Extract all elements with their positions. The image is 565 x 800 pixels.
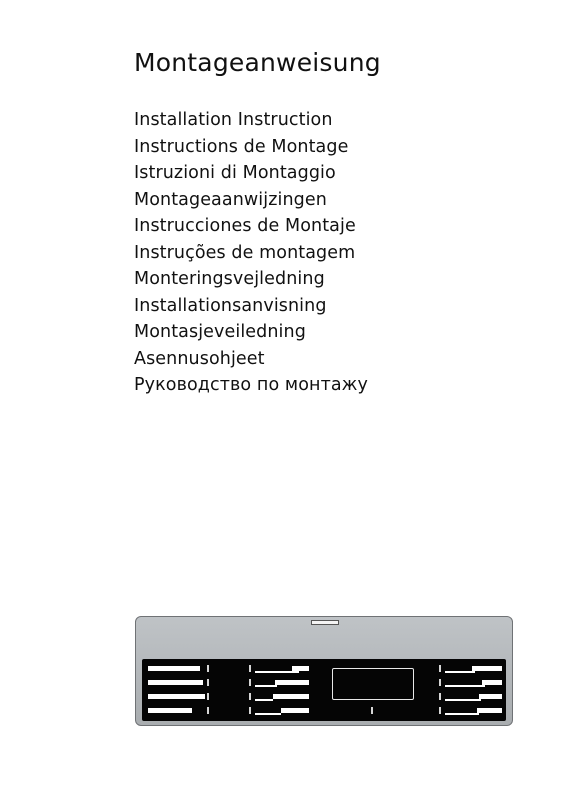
control-bar bbox=[472, 666, 502, 671]
translation-fr: Instructions de Montage bbox=[134, 136, 349, 157]
translation-ru: Руководство по монтажу bbox=[134, 375, 369, 395]
control-bar bbox=[482, 680, 502, 685]
control-line bbox=[255, 713, 281, 715]
control-bar bbox=[479, 694, 502, 699]
indicator-light bbox=[207, 693, 209, 700]
translation-sv: Installationsanvisning bbox=[134, 295, 327, 316]
translation-list bbox=[134, 107, 368, 399]
indicator-light bbox=[371, 707, 373, 714]
indicator-light bbox=[207, 707, 209, 714]
translation-es: Instrucciones de Montaje bbox=[134, 216, 356, 236]
control-line bbox=[255, 671, 299, 673]
indicator-light bbox=[249, 693, 251, 700]
control-line bbox=[445, 671, 475, 673]
indicator-light bbox=[207, 665, 209, 672]
translation-da: Monteringsvejledning bbox=[134, 269, 325, 289]
control-line bbox=[255, 699, 273, 701]
control-strip bbox=[142, 659, 506, 721]
control-bar bbox=[148, 694, 205, 699]
control-line bbox=[445, 713, 479, 715]
control-bar bbox=[273, 694, 309, 699]
indicator-light bbox=[439, 665, 441, 672]
control-bar bbox=[292, 666, 309, 671]
translation-fi: Asennusohjeet bbox=[134, 348, 265, 369]
control-bar bbox=[148, 708, 192, 713]
control-bar bbox=[275, 680, 309, 685]
indicator-light bbox=[439, 679, 441, 686]
display-window bbox=[332, 668, 414, 700]
control-panel-illustration bbox=[135, 616, 513, 726]
panel-handle bbox=[311, 620, 339, 625]
indicator-light bbox=[439, 693, 441, 700]
indicator-light bbox=[249, 707, 251, 714]
translation-it: Istruzioni di Montaggio bbox=[134, 163, 336, 183]
indicator-light bbox=[439, 707, 441, 714]
indicator-light bbox=[207, 679, 209, 686]
translation-no: Montasjeveiledning bbox=[134, 322, 306, 342]
control-bar bbox=[148, 666, 200, 671]
control-bar bbox=[477, 708, 502, 713]
control-bar bbox=[281, 708, 309, 713]
document-title: Montageanweisung bbox=[134, 48, 381, 77]
translation-nl: Montageaanwijzingen bbox=[134, 189, 327, 210]
control-line bbox=[445, 685, 485, 687]
control-bar bbox=[148, 680, 203, 685]
control-line bbox=[255, 685, 277, 687]
indicator-light bbox=[249, 679, 251, 686]
translation-en: Installation Instruction bbox=[134, 110, 333, 130]
indicator-light bbox=[249, 665, 251, 672]
control-line bbox=[445, 699, 481, 701]
translation-pt: Instruções de montagem bbox=[134, 242, 356, 263]
